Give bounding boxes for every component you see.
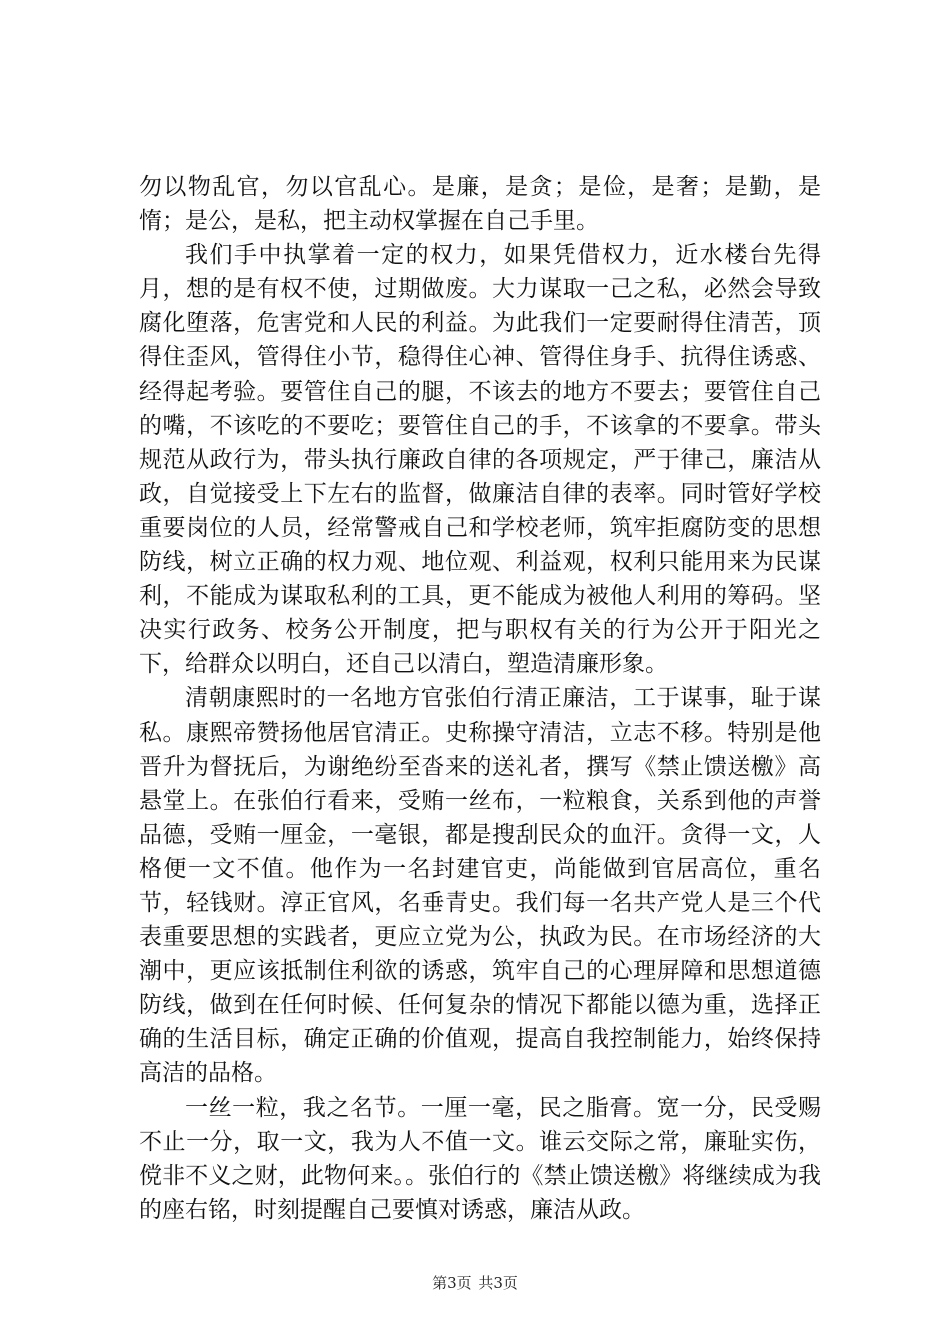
page-footer: 第3页 共3页 <box>432 1274 518 1292</box>
paragraph-3: 清朝康熙时的一名地方官张伯行清正廉洁，工于谋事，耻于谋私。康熙帝赞扬他居官清正。史称操守清洁，立志不移。特别是他晋升为督抚后，为谢绝纷至沓来的送礼者，撰写《禁止馈送檄》高悬堂上。在张伯行看来，受贿一丝布，一粒粮食，关系到他的声誉品德，受贿一厘金，一毫银，都是搜刮民众的血汗。贪得一文，人格便一文不值。他作为一名封建官吏，尚能做到官居高位，重名节，轻钱财。淳正官风，名垂青史。我们每一名共产党人是三个代表重要思想的实践者，更应立党为公，执政为民。在市场经济的大潮中，更应该抵制住利欲的诱惑，筑牢自己的心理屏障和思想道德防线，做到在任何时候、任何复杂的情况下都能以德为重，选择正确的生活目标，确定正确的价值观，提高自我控制能力，始终保持高洁的品格。 <box>139 685 821 1087</box>
paragraph-1: 勿以物乱官，勿以官乱心。是廉，是贪；是俭，是奢；是勤，是惰；是公，是私，把主动权掌握在自己手里。 <box>139 174 821 235</box>
paragraph-2: 我们手中执掌着一定的权力，如果凭借权力，近水楼台先得月，想的是有权不使，过期做废。大力谋取一己之私，必然会导致腐化堕落，危害党和人民的利益。为此我们一定要耐得住清苦，顶得住歪风，管得住小节，稳得住心神、管得住身手、抗得住诱惑、经得起考验。要管住自己的腿，不该去的地方不要去；要管住自己的嘴，不该吃的不要吃；要管住自己的手，不该拿的不要拿。带头规范从政行为，带头执行廉政自律的各项规定，严于律己，廉洁从政，自觉接受上下左右的监督，做廉洁自律的表率。同时管好学校重要岗位的人员，经常警戒自己和学校老师，筑牢拒腐防变的思想防线，树立正确的权力观、地位观、利益观，权利只能用来为民谋利，不能成为谋取私利的工具，更不能成为被他人利用的筹码。坚决实行政务、校务公开制度，把与职权有关的行为公开于阳光之下，给群众以明白，还自己以清白，塑造清廉形象。 <box>139 242 821 678</box>
document-body <box>139 170 821 1227</box>
paragraph-4: 一丝一粒，我之名节。一厘一毫，民之脂膏。宽一分，民受赐不止一分，取一文，我为人不值一文。谁云交际之常，廉耻实伤，傥非不义之财，此物何来。。张伯行的《禁止馈送檄》将继续成为我的座右铭，时刻提醒自己要慎对诱惑，廉洁从政。 <box>139 1094 821 1223</box>
